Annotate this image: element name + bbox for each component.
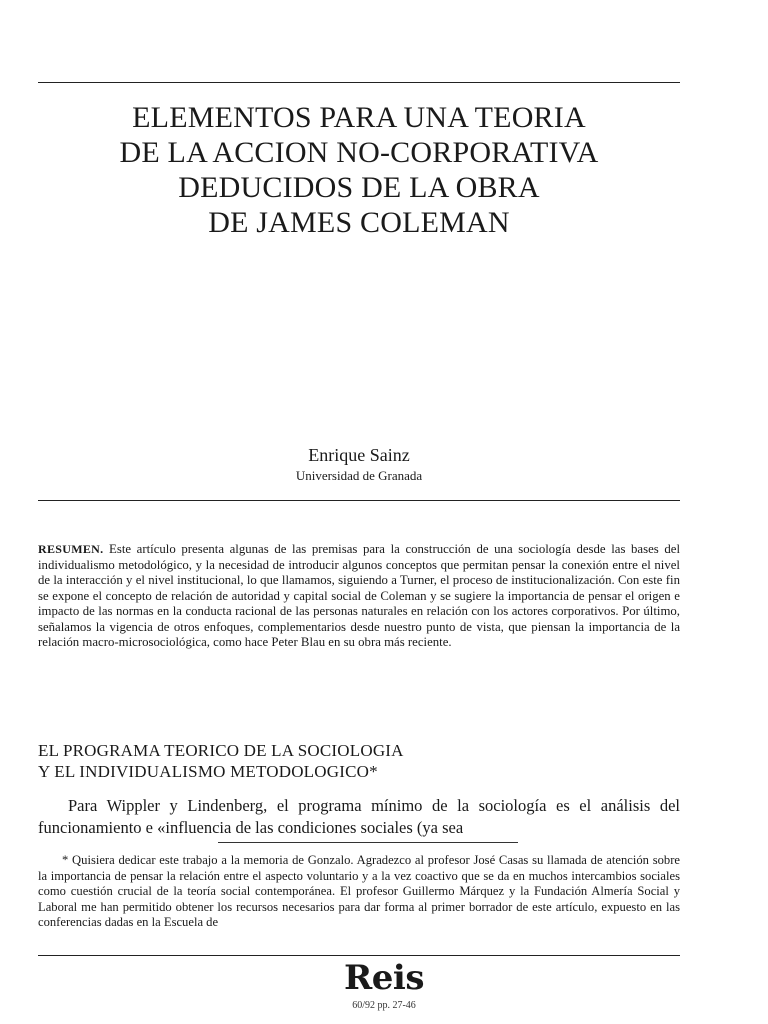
title-line-3: DEDUCIDOS DE LA OBRA bbox=[178, 171, 540, 204]
page-reference: 60/92 pp. 27-46 bbox=[352, 1000, 416, 1011]
article-title bbox=[38, 100, 680, 240]
abstract bbox=[38, 542, 680, 651]
journal-logo: Reis bbox=[344, 958, 424, 998]
section-heading-line-2: Y EL INDIVIDUALISMO METODOLOGICO* bbox=[38, 762, 378, 781]
footnote-rule bbox=[218, 842, 518, 843]
author-name: Enrique Sainz bbox=[308, 445, 410, 465]
body-paragraph bbox=[38, 795, 680, 839]
author-affiliation: Universidad de Granada bbox=[295, 468, 423, 483]
author-block bbox=[38, 444, 680, 484]
abstract-lead: RESUMEN. bbox=[38, 542, 104, 556]
title-line-1: ELEMENTOS PARA UNA TEORIA bbox=[132, 101, 586, 134]
bottom-rule bbox=[38, 955, 680, 956]
footnote-text: * Quisiera dedicar este trabajo a la memoria de Gonzalo. Agradezco al profesor José Casas su llamada de atención sobre la importancia de pensar la relación entre el aspecto voluntario y a la vez coactivo que se da en muchos intercambios sociales como cuestión crucial de la teoría social contemporánea. El profesor Guillermo Márquez y la Fundación Almería Social y Laboral me han permitido obtener los recursos necesarios para dar forma al primer borrador de este artículo, expuesto en las conferencias dadas en la Escuela de bbox=[38, 853, 680, 929]
abstract-text: Este artículo presenta algunas de las premisas para la construcción de una sociología desde las bases del individualismo metodológico, y la necesidad de introducir algunos conceptos que permitan pensar la conexión entre el nivel de la interacción y el nivel institucional, lo que llamamos, siguiendo a Turner, el proceso de institucionalización. Con este fin se expone el concepto de relación de autoridad y capital social de Coleman y se sugiere la importancia de pensar el origen e impacto de las normas en la conducta racional de las personas naturales en relación con los actores corporativos. Por último, señalamos la vigencia de otros enfoques, complementarios desde nuestro punto de vista, que piensan la importancia de la relación macro-microsociológica, como hace Peter Blau en su obra más reciente. bbox=[38, 542, 681, 649]
title-line-2: DE LA ACCION NO-CORPORATIVA bbox=[119, 136, 599, 169]
abstract-rule bbox=[38, 500, 680, 501]
section-heading-line-1: EL PROGRAMA TEORICO DE LA SOCIOLOGIA bbox=[38, 741, 404, 760]
footnote bbox=[38, 853, 680, 931]
title-line-4: DE JAMES COLEMAN bbox=[208, 206, 510, 239]
body-paragraph-text: Para Wippler y Lindenberg, el programa mínimo de la sociología es el análisis del funcionamiento e «influencia de las condiciones sociales (ya sea bbox=[38, 796, 680, 837]
section-heading bbox=[38, 740, 680, 782]
top-rule bbox=[38, 82, 680, 83]
